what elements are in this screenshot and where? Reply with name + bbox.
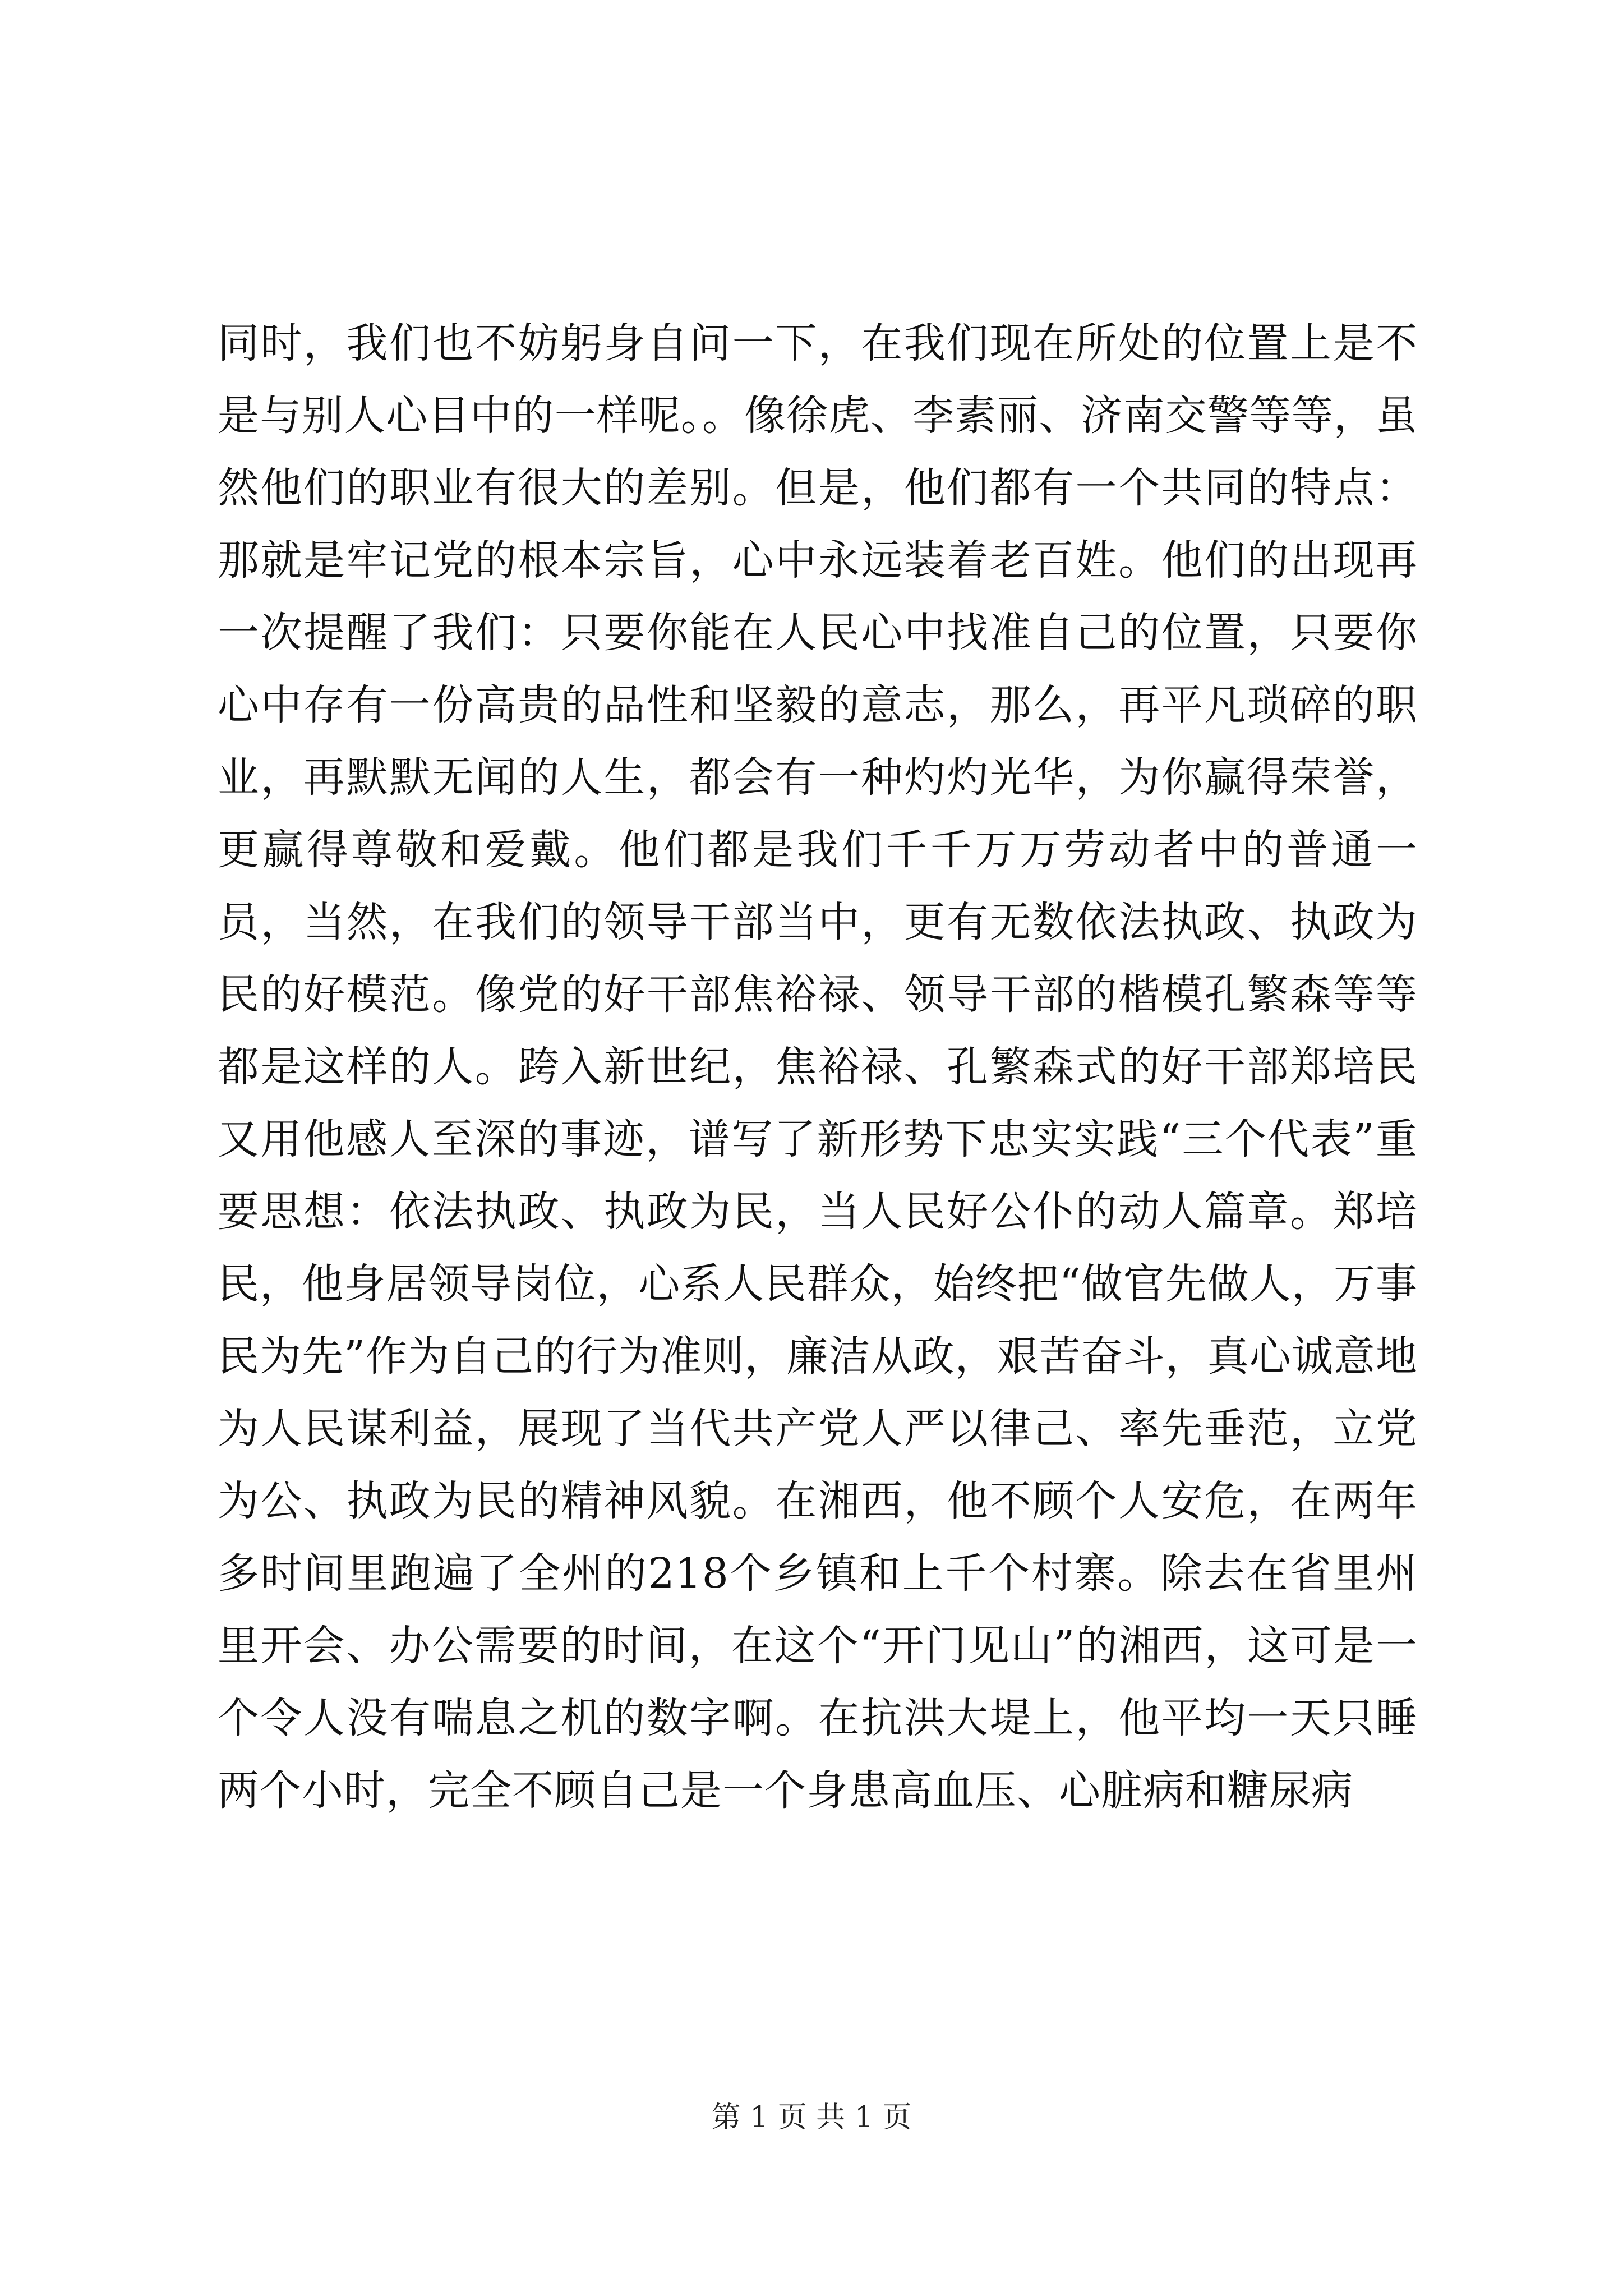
body-paragraph: 同时，我们也不妨躬身自问一下，在我们现在所处的位置上是不是与别人心目中的一样呢。。像徐虎、李素丽、济南交警等等，虽然他们的职业有很大的差别。但是，他们都有一个共同的特点：那就是牢记党的根本宗旨，心中永远装着老百姓。他们的出现再一次提醒了我们：只要你能在人民心中找准自己的位置，只要你心中存有一份高贵的品性和坚毅的意志，那么，再平凡琐碎的职业，再默默无闻的人生，都会有一种灼灼光华，为你赢得荣誉，更赢得尊敬和爱戴。他们都是我们千千万万劳动者中的普通一员，当然，在我们的领导干部当中，更有无数依法执政、执政为民的好模范。像党的好干部焦裕禄、领导干部的楷模孔繁森等等都是这样的人。跨入新世纪，焦裕禄、孔繁森式的好干部郑培民又用他感人至深的事迹，谱写了新形势下忠实实践“三个代表”重要思想：依法执政、执政为民，当人民好公仆的动人篇章。郑培民，他身居领导岗位，心系人民群众，始终把“做官先做人，万事民为先”作为自己的行为准则，廉洁从政，艰苦奋斗，真心诚意地为人民谋利益，展现了当代共产党人严以律己、率先垂范，立党为公、执政为民的精神风貌。在湘西，他不顾个人安危，在两年多时间里跑遍了全州的218个乡镇和上千个村寨。除去在省里州里开会、办公需要的时间，在这个“开门见山”的湘西，这可是一个令人没有喘息之机的数字啊。在抗洪大堤上，他平均一天只睡两个小时，完全不顾自己是一个身患高血压、心脏病和糖尿病 — [218, 319, 1418, 1815]
page-footer: 第 1 页 共 1 页 — [711, 2101, 912, 2134]
